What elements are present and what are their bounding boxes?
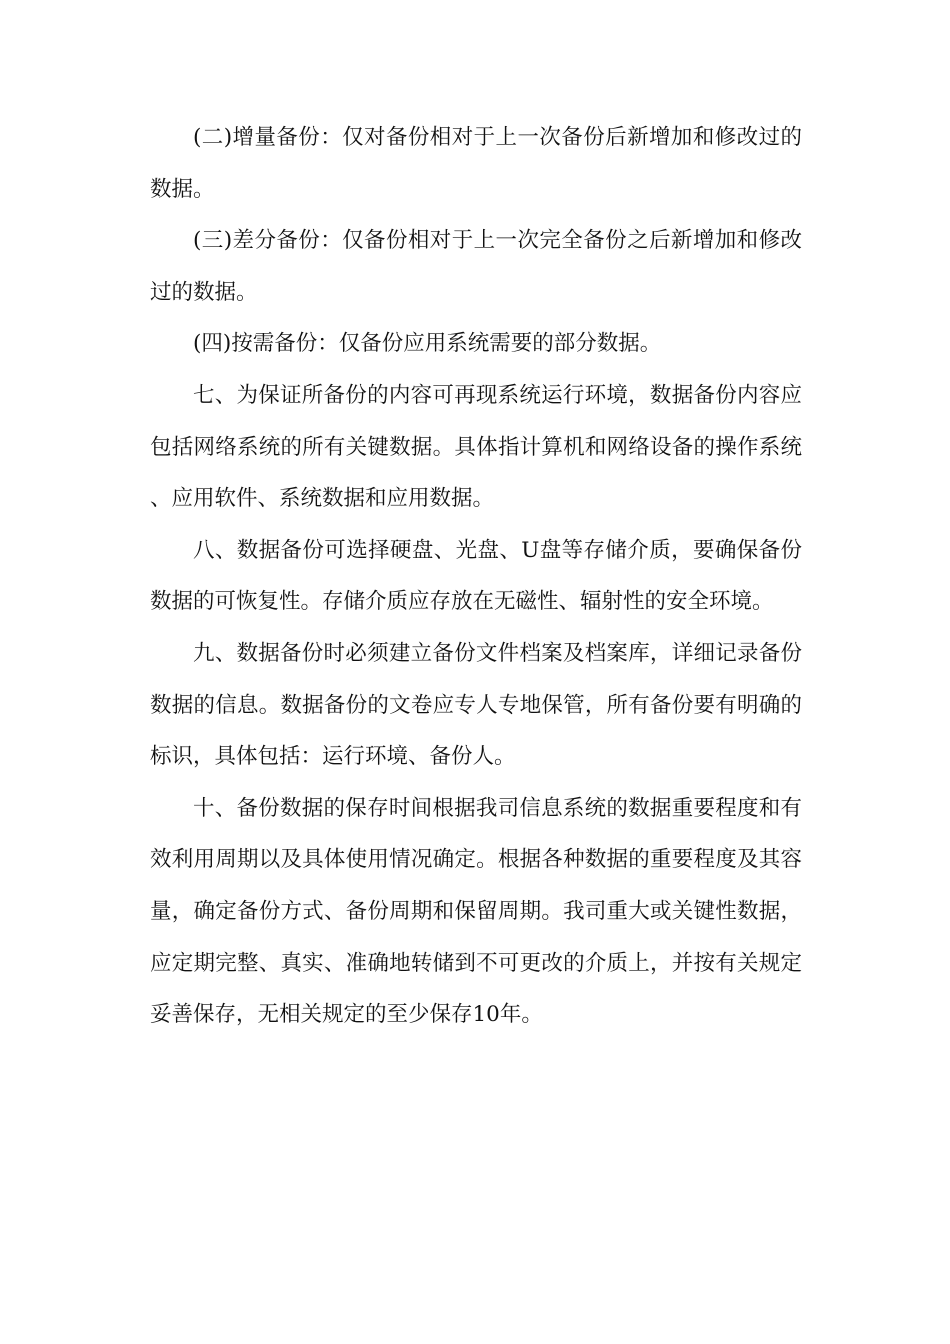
paragraph-section-nine: 九、数据备份时必须建立备份文件档案及档案库，详细记录备份数据的信息。数据备份的文卷应专人专地保管，所有备份要有明确的标识，具体包括：运行环境、备份人。: [150, 640, 802, 770]
paragraph-differential-backup: (三)差分备份：仅备份相对于上一次完全备份之后新增加和修改过的数据。: [150, 228, 802, 305]
paragraph-on-demand-backup: (四)按需备份：仅备份应用系统需要的部分数据。: [193, 331, 662, 357]
document-body: [150, 112, 802, 1041]
paragraph-section-ten: 十、备份数据的保存时间根据我司信息系统的数据重要程度和有效利用周期以及具体使用情况确定。根据各种数据的重要程度及其容量，确定备份方式、备份周期和保留周期。我司重大或关键性数据，应定期完整、真实、准确地转储到不可更改的介质上，并按有关规定妥善保存，无相关规定的至少保存10年。: [150, 795, 802, 1028]
paragraph-section-eight: 八、数据备份可选择硬盘、光盘、U盘等存储介质，要确保备份数据的可恢复性。存储介质应存放在无磁性、辐射性的安全环境。: [150, 537, 802, 615]
paragraph-incremental-backup: (二)增量备份：仅对备份相对于上一次备份后新增加和修改过的数据。: [150, 125, 802, 202]
paragraph-section-seven: 七、为保证所备份的内容可再现系统运行环境，数据备份内容应包括网络系统的所有关键数据。具体指计算机和网络设备的操作系统、应用软件、系统数据和应用数据。: [150, 382, 802, 512]
